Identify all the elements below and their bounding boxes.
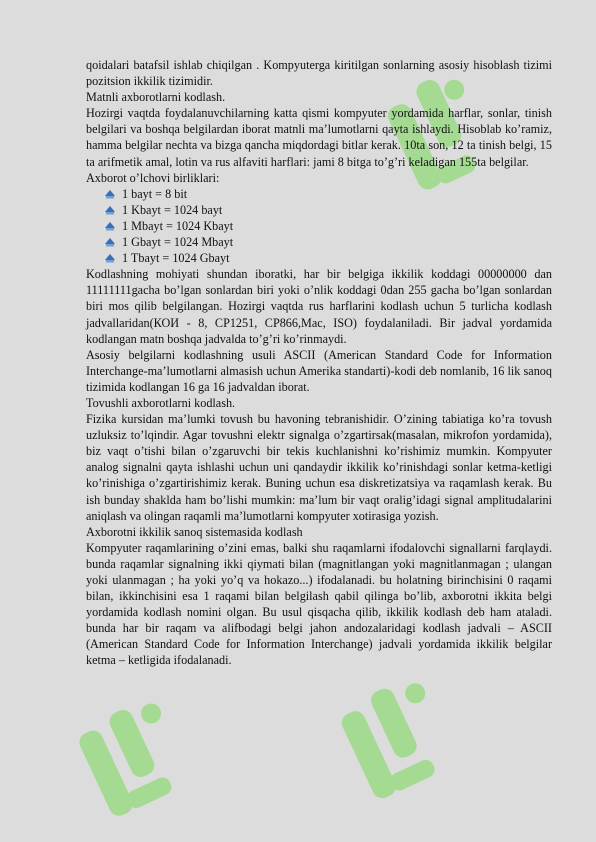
unit-text: 1 bayt = 8 bit — [122, 186, 188, 201]
list-item — [104, 186, 552, 202]
heading-binary-encoding: Axborotni ikkilik sanoq sistemasida kodlash — [86, 524, 303, 539]
list-item — [104, 202, 552, 218]
list-item — [104, 218, 552, 234]
list-item — [104, 250, 552, 266]
binary-paragraph: Kompyuter raqamlarining o’zini emas, balki shu raqamlarni ifodalovchi signallarni farqlaydi. bunda raqamlar signalning ikki qiymati bilan (magnitlangan yoki magnitlanmagan ; ulangan yoki ulanmagan ; ha yoki yo’q va hokazo...) ifodalanadi. bu holatning birinchisini 0 raqami bilan, ikkinchisini esa 1 raqami bilan belgilash qabil qilinga bo’lib, axborotni ikkita belgi yordamida kodlash nomini olgan. Bu usul qisqacha qilib, ikkilik kodlash deb ham ataladi. bunda har bir raqam va alifbodagi belgi jahon andozalaridagi kodlash jadvali – ASCII (American Standard Code for Information Interchange) jadvali yordamida ikkilik belgilar ketma – ketligida ifodalanadi. — [86, 540, 552, 668]
text-encoding-paragraph: Hozirgi vaqtda foydalanuvchilarning katta qismi kompyuter yordamida harflar, sonlar, tinish belgilari va boshqa belgilardan iborat matnli ma’lumotlarni qayta ishlaydi. Hisoblab ko’ramiz, hamma belgilar nechta va bizga qancha miqdordagi bitlar kerak. 10ta son, 12 ta tinish belgi, 15 ta arifmetik amal, lotin va rus alfaviti harflari: jami 8 bitga to’g’ri keladigan 155ta belgilar. — [86, 106, 552, 169]
heading-units: Axborot o’lchovi birliklari: — [86, 170, 220, 185]
watermark-bottom-left — [70, 690, 220, 820]
arrow-bullet-icon — [104, 188, 116, 200]
document-body — [86, 57, 552, 669]
unit-text: 1 Gbayt = 1024 Mbayt — [122, 235, 234, 250]
list-item — [104, 234, 552, 250]
ascii-paragraph: Asosiy belgilarni kodlashning usuli ASCII (American Standard Code for Information Interchange-ma’lumotlarni almasish uchun Amerika standarti)-kodi deb nomlanib, 16 lik sanoq tizimida kodlangan 16 ga 16 jadvaldan iborat. — [86, 347, 552, 394]
arrow-bullet-icon — [104, 252, 116, 264]
heading-text-encoding: Matnli axborotlarni kodlash. — [86, 90, 226, 105]
arrow-bullet-icon — [104, 220, 116, 232]
arrow-bullet-icon — [104, 204, 116, 216]
essence-paragraph: Kodlashning mohiyati shundan iboratki, har bir belgiga ikkilik koddagi 00000000 dan 11111111gacha bo’lgan sonlardan biri yoki o’nlik koddagi 0dan 255 gacha bo’lgan sonlardan biri mos qilib belgilangan. Hozirgi vaqtda rus harflarini kodlash uchun 5 turlicha kodlash jadvallaridan(КОИ - 8, CP1251, CP866,Mac, ISO) foydalaniladi. Bir jadval yordamida kodlangan matn boshqa jadvalda to’g’ri ko’rinmaydi. — [86, 267, 552, 346]
unit-text: 1 Tbayt = 1024 Gbayt — [122, 251, 230, 266]
unit-text: 1 Mbayt = 1024 Kbayt — [122, 218, 234, 233]
heading-sound-encoding: Tovushli axborotlarni kodlash. — [86, 395, 236, 410]
arrow-bullet-icon — [104, 236, 116, 248]
unit-text: 1 Kbayt = 1024 bayt — [122, 202, 223, 217]
intro-paragraph: qoidalari batafsil ishlab chiqilgan . Kompyuterga kiritilgan sonlarning asosiy hisoblash tizimi pozitsion ikkilik tizimidir. — [86, 58, 552, 89]
units-list — [86, 186, 552, 266]
sound-paragraph: Fizika kursidan ma’lumki tovush bu havoning tebranishidir. O’zining tabiatiga ko’ra tovush uzluksiz to’lqindir. Agar tovushni elektr signalga o’zgartirsak(masalan, mikrofon yordamida), biz vaqt o’tishi bilan o’zgaruvchi bir tekis kuchlanishni ko’rishimiz mumkin. Kompyuter analog signalni qayta ishlashi uchun uni qandaydir ikkilik ko’rinishdagi sonlar ketma-ketligi ko’rinishiga o’zgartirishimiz kerak. Buning uchun esa diskretizatsiya va raqamlash kerak. Bu ish bunday shaklda ham bo’lishi mumkin: ma’lum bir vaqt oralig’idagi signal amplitudalarini aniqlash va olingan raqamli ma’lumotlarni kompyuter xotirasiga yozish. — [86, 412, 552, 523]
watermark-bottom-right — [330, 670, 480, 810]
